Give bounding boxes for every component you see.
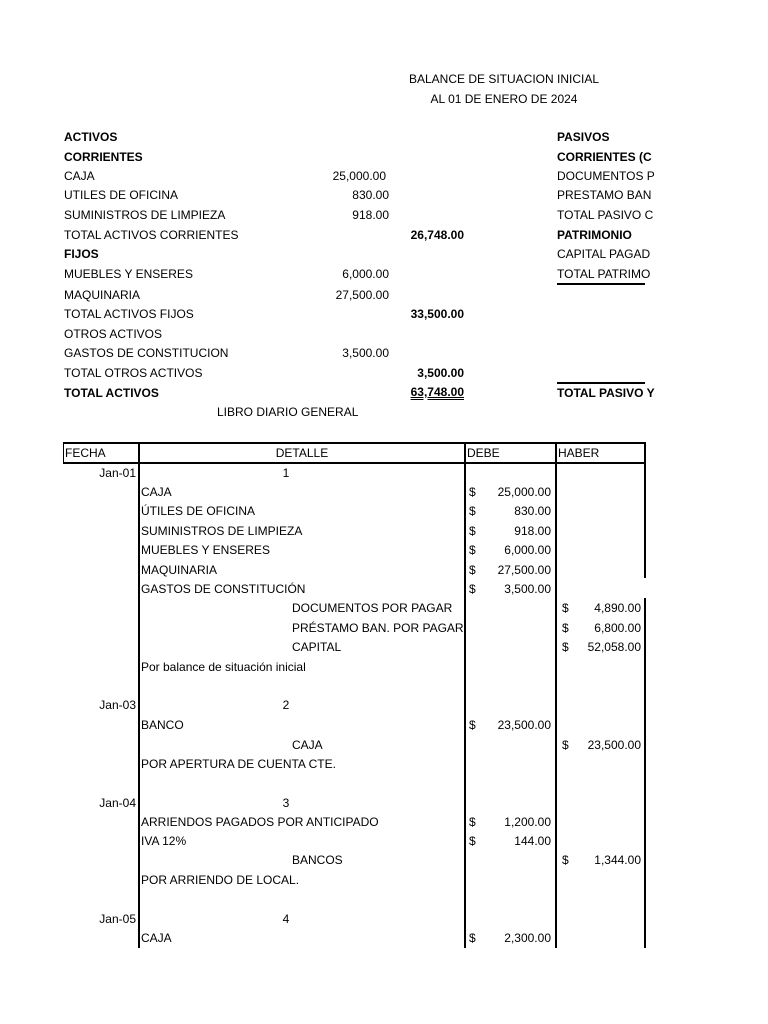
debit-account: CAJA: [141, 931, 172, 945]
activo-label: MAQUINARIA: [64, 288, 141, 302]
activo-label: GASTOS DE CONSTITUCION: [64, 346, 229, 360]
pasivo-label: TOTAL PASIVO C: [557, 208, 654, 222]
credit-amount: 52,058.00: [587, 640, 641, 654]
fijos-heading: FIJOS: [64, 247, 99, 261]
currency-sign: $: [469, 834, 476, 848]
currency-sign: $: [469, 815, 476, 829]
entry-description: POR ARRIENDO DE LOCAL.: [141, 873, 300, 887]
col-divider-fecha: [138, 442, 140, 948]
col-header-fecha: FECHA: [65, 446, 106, 460]
pasivo-label: PRESTAMO BAN: [557, 188, 652, 202]
col-header-detalle: DETALLE: [275, 446, 329, 460]
credit-account: BANCOS: [292, 853, 343, 867]
credit-account: CAJA: [292, 738, 323, 752]
currency-sign: $: [469, 931, 476, 945]
debit-account: MUEBLES Y ENSERES: [141, 543, 270, 557]
total-pasivo-label: TOTAL PASIVO Y: [557, 386, 655, 400]
entry-number: 1: [282, 466, 290, 480]
activo-value: 918.00: [352, 208, 389, 222]
currency-sign: $: [469, 504, 476, 518]
activos-heading: ACTIVOS: [64, 130, 118, 144]
currency-sign: $: [469, 582, 476, 596]
balance-title: BALANCE DE SITUACION INICIAL: [408, 72, 600, 86]
credit-amount: 23,500.00: [587, 738, 641, 752]
entry-date: Jan-04: [99, 796, 136, 810]
total-otros-label: TOTAL OTROS ACTIVOS: [64, 366, 203, 380]
currency-sign: $: [562, 621, 569, 635]
entry-description: POR APERTURA DE CUENTA CTE.: [141, 757, 336, 771]
currency-sign: $: [469, 543, 476, 557]
currency-sign: $: [562, 738, 569, 752]
col-header-debe: DEBE: [467, 446, 500, 460]
debit-amount: 25,000.00: [497, 485, 551, 499]
currency-sign: $: [562, 640, 569, 654]
credit-amount: 6,800.00: [594, 621, 641, 635]
credit-amount: 1,344.00: [594, 853, 641, 867]
debit-amount: 144.00: [514, 834, 551, 848]
total-corrientes-value: 26,748.00: [410, 228, 464, 242]
pasivo-label: DOCUMENTOS P: [557, 169, 655, 183]
currency-sign: $: [469, 563, 476, 577]
debit-account: SUMINISTROS DE LIMPIEZA: [141, 524, 303, 538]
total-fijos-label: TOTAL ACTIVOS FIJOS: [64, 307, 194, 321]
table-header-bottom: [63, 462, 646, 464]
debit-account: ÚTILES DE OFICINA: [141, 504, 256, 518]
col-divider-haber-lower: [644, 598, 646, 948]
debit-amount: 2,300.00: [504, 931, 551, 945]
libro-title: LIBRO DIARIO GENERAL: [217, 405, 359, 419]
activo-value: 3,500.00: [342, 346, 389, 360]
activo-label: CAJA: [64, 169, 95, 183]
currency-sign: $: [562, 853, 569, 867]
patrimonio-label: TOTAL PATRIMO: [557, 267, 651, 281]
entry-number: 4: [282, 912, 290, 926]
activo-label: SUMINISTROS DE LIMPIEZA: [64, 208, 226, 222]
col-divider-detalle: [464, 442, 466, 948]
entry-description: Por balance de situación inicial: [141, 660, 306, 674]
credit-amount: 4,890.00: [594, 601, 641, 615]
currency-sign: $: [469, 485, 476, 499]
activo-label: UTILES DE OFICINA: [64, 188, 179, 202]
debit-amount: 27,500.00: [497, 563, 551, 577]
entry-date: Jan-05: [99, 912, 136, 926]
debit-account: BANCO: [141, 718, 184, 732]
activo-value: 830.00: [352, 188, 389, 202]
total-fijos-value: 33,500.00: [410, 307, 464, 321]
debit-account: IVA 12%: [141, 834, 187, 848]
credit-account: DOCUMENTOS POR PAGAR: [292, 601, 453, 615]
col-divider-haber: [644, 442, 646, 578]
table-top-border: [63, 442, 646, 444]
debit-account: ARRIENDOS PAGADOS POR ANTICIPADO: [141, 815, 379, 829]
pasivo-total-rule: [557, 382, 645, 384]
debit-amount: 6,000.00: [504, 543, 551, 557]
activo-value: 6,000.00: [342, 267, 389, 281]
debit-amount: 1,200.00: [504, 815, 551, 829]
patrimonio-total-rule: [557, 283, 645, 285]
debit-account: CAJA: [141, 485, 172, 499]
credit-account: CAPITAL: [292, 640, 342, 654]
col-divider-debe: [555, 442, 557, 948]
table-left-edge: [63, 442, 64, 462]
total-activos-value: 63,748.00: [410, 385, 464, 399]
activo-label: MUEBLES Y ENSERES: [64, 267, 193, 281]
entry-number: 3: [282, 796, 290, 810]
debit-amount: 830.00: [514, 504, 551, 518]
debit-amount: 918.00: [514, 524, 551, 538]
entry-number: 2: [282, 698, 290, 712]
pasivos-corrientes-heading: CORRIENTES (C: [557, 150, 652, 164]
entry-date: Jan-01: [99, 466, 136, 480]
total-otros-value: 3,500.00: [417, 366, 464, 380]
debit-amount: 23,500.00: [497, 718, 551, 732]
col-header-haber: HABER: [558, 446, 600, 460]
credit-account: PRÉSTAMO BAN. POR PAGAR: [292, 621, 464, 635]
currency-sign: $: [469, 718, 476, 732]
pasivos-heading: PASIVOS: [557, 130, 610, 144]
otros-heading: OTROS ACTIVOS: [64, 327, 163, 341]
corrientes-heading: CORRIENTES: [64, 150, 143, 164]
activo-value: 27,500.00: [335, 288, 389, 302]
patrimonio-heading: PATRIMONIO: [557, 228, 632, 242]
debit-account: GASTOS DE CONSTITUCIÓN: [141, 582, 306, 596]
entry-date: Jan-03: [99, 698, 136, 712]
activo-value: 25,000.00: [332, 169, 386, 183]
balance-date: AL 01 DE ENERO DE 2024: [430, 92, 578, 106]
patrimonio-label: CAPITAL PAGAD: [557, 247, 651, 261]
currency-sign: $: [469, 524, 476, 538]
total-activos-label: TOTAL ACTIVOS: [64, 386, 159, 400]
debit-amount: 3,500.00: [504, 582, 551, 596]
total-corrientes-label: TOTAL ACTIVOS CORRIENTES: [64, 228, 239, 242]
currency-sign: $: [562, 601, 569, 615]
debit-account: MAQUINARIA: [141, 563, 218, 577]
